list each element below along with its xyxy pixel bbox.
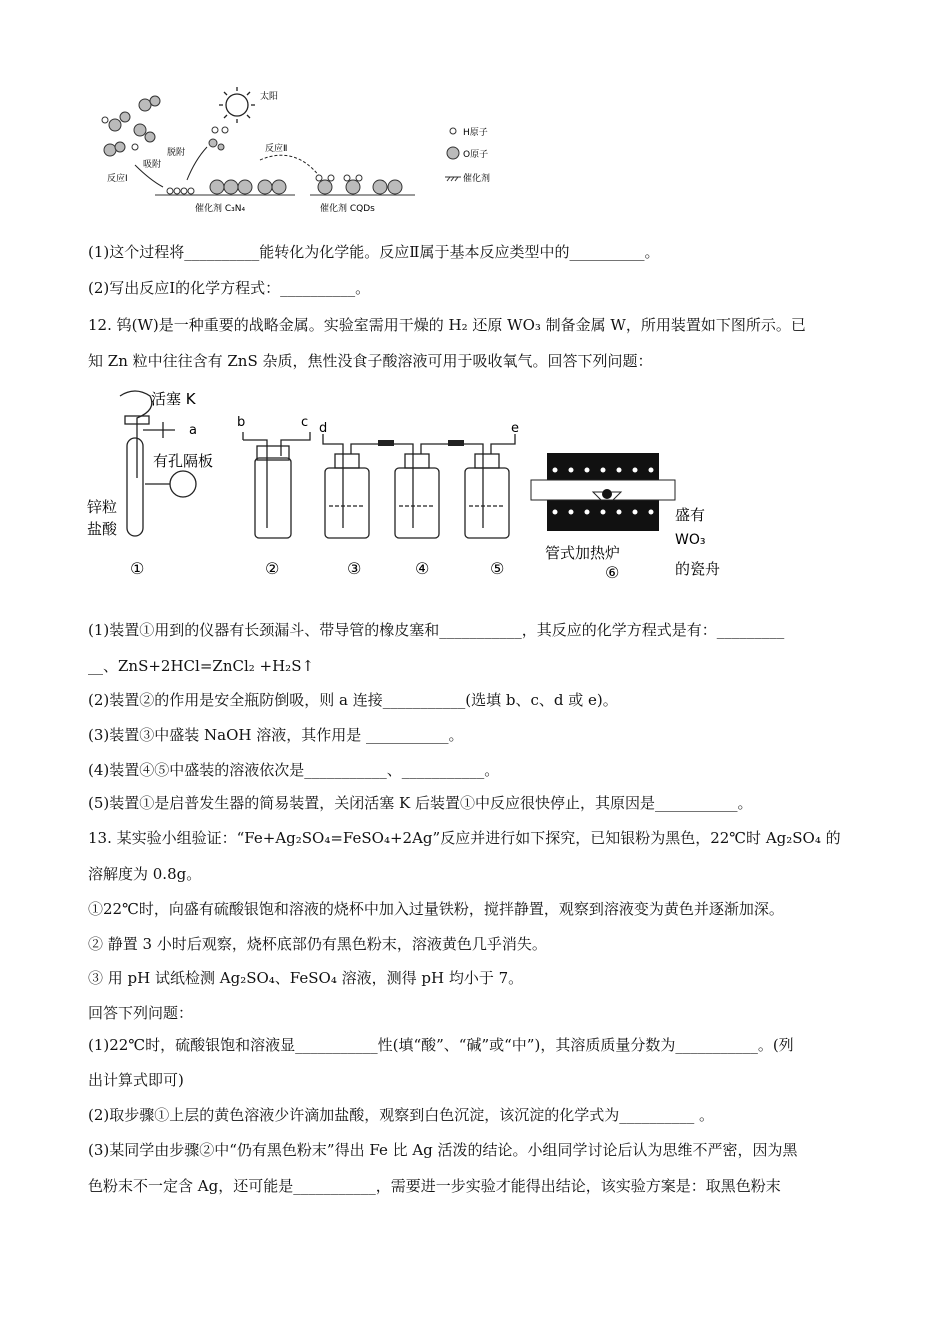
question-13-3a: (3)某同学由步骤②中“仍有黑色粉末”得出 Fe 比 Ag 活泼的结论。小组同学讨论后认为思维不严密，因为黑 — [88, 1141, 798, 1159]
question-12-intro-1: 12. 钨(W)是一种重要的战略金属。实验室需用干燥的 H₂ 还原 WO₃ 制备金属 W，所用装置如下图所示。已 — [88, 316, 806, 334]
port-c-label: c — [301, 415, 309, 430]
arrow-desorb — [187, 147, 207, 180]
boat-label-2: WO₃ — [675, 532, 706, 548]
adsorb-label: 吸附 — [143, 160, 162, 170]
furnace-label: 管式加热炉 — [545, 544, 621, 562]
question-12-5: (5)装置①是启普发生器的简易装置，关闭活塞 K 后装置①中反应很快停止，其原因是___________。 — [88, 794, 753, 812]
apparatus-diagram — [85, 388, 745, 588]
legend-catalyst: 催化剂 — [463, 174, 491, 184]
question-13-2: (2)取步骤①上层的黄色溶液少许滴加盐酸，观察到白色沉淀，该沉淀的化学式为__________ 。 — [88, 1106, 715, 1124]
device-3-number: ③ — [347, 559, 362, 578]
reaction1-label: 反应Ⅰ — [107, 174, 128, 184]
legend-h: H原子 — [463, 128, 488, 138]
question-13-intro-1: 13. 某实验小组验证：“Fe+Ag₂SO₄=FeSO₄+2Ag”反应并进行如下探究，已知银粉为黑色，22℃时 Ag₂SO₄ 的 — [88, 829, 841, 847]
question-13-intro-2: 溶解度为 0.8g。 — [88, 865, 202, 883]
question-11-1: (1)这个过程将__________能转化为化学能。反应Ⅱ属于基本反应类型中的__________。 — [88, 243, 660, 261]
question-12-2: (2)装置②的作用是安全瓶防倒吸，则 a 连接___________(选填 b、c、d 或 e)。 — [88, 691, 618, 709]
zinc-label: 锌粒 — [87, 498, 118, 516]
sun-icon — [219, 87, 255, 123]
arrow-reaction2 — [260, 155, 320, 177]
boat-label-3: 的瓷舟 — [675, 560, 721, 578]
device-2-number: ② — [265, 559, 280, 578]
legend-o: O原子 — [463, 150, 489, 160]
question-12-1a: (1)装置①用到的仪器有长颈漏斗、带导管的橡皮塞和___________，其反应的化学方程式是有：_________ — [88, 621, 785, 639]
question-12-4: (4)装置④⑤中盛装的溶液依次是___________、___________。 — [88, 761, 500, 779]
reaction2-label: 反应Ⅱ — [265, 144, 288, 154]
device-4-number: ④ — [415, 559, 430, 578]
valve-label: 活塞 K — [151, 390, 196, 408]
question-13-1a: (1)22℃时，硫酸银饱和溶液显___________性(填“酸”、“碱”或“中”)，其溶质质量分数为___________。(列 — [88, 1036, 794, 1054]
port-d-label: d — [319, 421, 328, 436]
question-13-3b: 色粉末不一定含 Ag，还可能是___________，需要进一步实验才能得出结论，该实验方案是：取黑色粉末 — [88, 1177, 781, 1195]
question-13-step-1: ①22℃时，向盛有硫酸银饱和溶液的烧杯中加入过量铁粉，搅拌静置，观察到溶液变为黄色并逐渐加深。 — [88, 900, 784, 918]
catalyst1-label: 催化剂 C₃N₄ — [195, 204, 246, 214]
acid-label: 盐酸 — [87, 520, 118, 538]
desorb-label: 脱附 — [167, 148, 186, 158]
device-6-number: ⑥ — [605, 563, 620, 582]
device-1-number: ① — [130, 559, 145, 578]
question-13-step-2: ② 静置 3 小时后观察，烧杯底部仍有黑色粉末，溶液黄色几乎消失。 — [88, 935, 547, 953]
port-a-label: a — [189, 423, 197, 438]
question-11-2: (2)写出反应Ⅰ的化学方程式：__________。 — [88, 279, 371, 297]
question-13-1b: 出计算式即可) — [88, 1071, 184, 1089]
photocatalysis-diagram — [95, 85, 515, 225]
question-13-step-3: ③ 用 pH 试纸检测 Ag₂SO₄、FeSO₄ 溶液，测得 pH 均小于 7。 — [88, 969, 524, 987]
question-13-prompt: 回答下列问题： — [88, 1004, 194, 1022]
catalyst2-label: 催化剂 CQDs — [320, 204, 375, 214]
plate-label: 有孔隔板 — [153, 452, 214, 470]
question-12-1b: __、ZnS+2HCl=ZnCl₂ +H₂S↑ — [88, 657, 315, 675]
boat-label-1: 盛有 — [675, 506, 706, 524]
question-12-3: (3)装置③中盛装 NaOH 溶液，其作用是 ___________。 — [88, 726, 464, 744]
device-5-number: ⑤ — [490, 559, 505, 578]
sun-label: 太阳 — [260, 92, 279, 102]
port-e-label: e — [511, 421, 519, 436]
question-12-intro-2: 知 Zn 粒中往往含有 ZnS 杂质，焦性没食子酸溶液可用于吸收氧气。回答下列问题： — [88, 352, 653, 370]
port-b-label: b — [237, 415, 246, 430]
